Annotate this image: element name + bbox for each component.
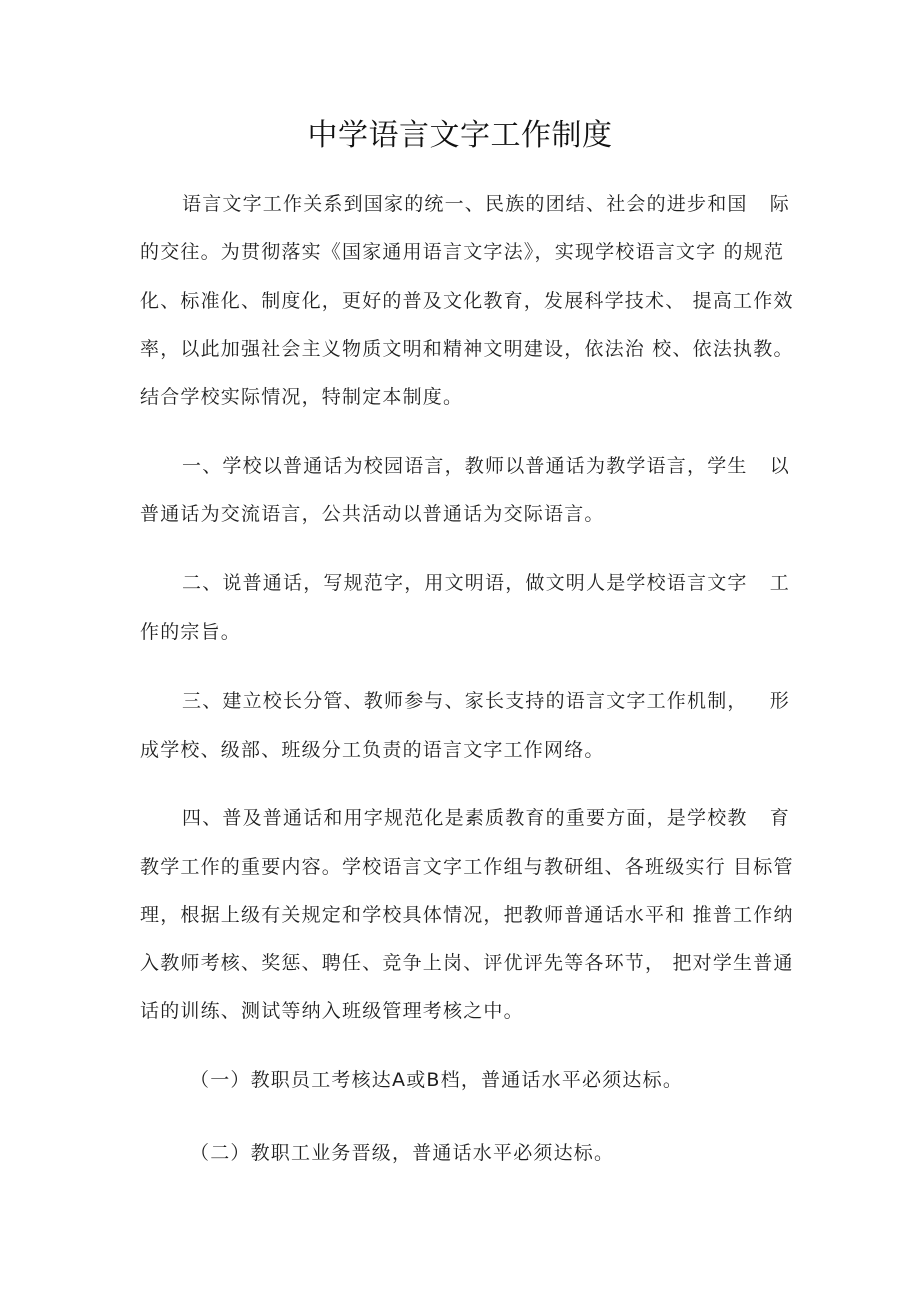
item-2-line-1 <box>182 569 790 597</box>
sub-item-2: （二）教职工业务晋级，普通话水平必须达标。 <box>190 1142 615 1164</box>
item-3-line-1-end: 形 <box>769 690 790 712</box>
item-2-line-2: 作的宗旨。 <box>140 621 242 643</box>
item-4-line-5: 话的训练、测试等纳入班级管理考核之中。 <box>140 1000 524 1022</box>
item-4-line-1-text: 四、普及普通话和用字规范化是素质教育的重要方面，是学校教 <box>182 807 748 829</box>
intro-line-1-end: 际 <box>769 193 790 215</box>
item-3-line-1-text: 三、建立校长分管、教师参与、家长支持的语言文字工作机制， <box>182 690 748 712</box>
item-1-line-1 <box>182 452 790 480</box>
intro-line-5: 结合学校实际情况，特制定本制度。 <box>140 386 464 408</box>
item-1-line-1-end: 以 <box>769 455 790 477</box>
intro-line-2: 的交往。为贯彻落实《国家通用语言文字法》，实现学校语言文字 的规范 <box>140 241 785 263</box>
item-4-line-2: 教学工作的重要内容。学校语言文字工作组与教研组、各班级实行 目标管 <box>140 856 794 878</box>
intro-line-1-text: 语言文字工作关系到国家的统一、民族的团结、社会的进步和国 <box>182 193 748 215</box>
item-3-line-1 <box>182 687 790 715</box>
intro-line-1 <box>182 190 790 218</box>
intro-line-3: 化、标准化、制度化，更好的普及文化教育，发展科学技术、 提高工作效 <box>140 290 794 312</box>
document-title: 中学语言文字工作制度 <box>307 118 613 153</box>
item-1-line-2: 普通话为交流语言，公共活动以普通话为交际语言。 <box>140 503 605 525</box>
item-1-line-1-text: 一、学校以普通话为校园语言，教师以普通话为教学语言，学生 <box>182 455 748 477</box>
item-2-line-1-text: 二、说普通话，写规范字，用文明语，做文明人是学校语言文字 <box>182 572 748 594</box>
sub-item-1: （一）教职员工考核达A或B档，普通话水平必须达标。 <box>190 1069 684 1091</box>
item-3-line-2: 成学校、级部、班级分工负责的语言文字工作网络。 <box>140 739 605 761</box>
item-4-line-4: 入教师考核、奖惩、聘任、竞争上岗、评优评先等各环节， 把对学生普通 <box>140 952 794 974</box>
item-4-line-1 <box>182 804 790 832</box>
item-4-line-1-end: 育 <box>769 807 790 829</box>
item-4-line-3: 理，根据上级有关规定和学校具体情况，把教师普通话水平和 推普工作纳 <box>140 904 794 926</box>
item-2-line-1-end: 工 <box>769 572 790 594</box>
intro-line-4: 率，以此加强社会主义物质文明和精神文明建设，依法治 校、依法执教。 <box>140 338 794 360</box>
